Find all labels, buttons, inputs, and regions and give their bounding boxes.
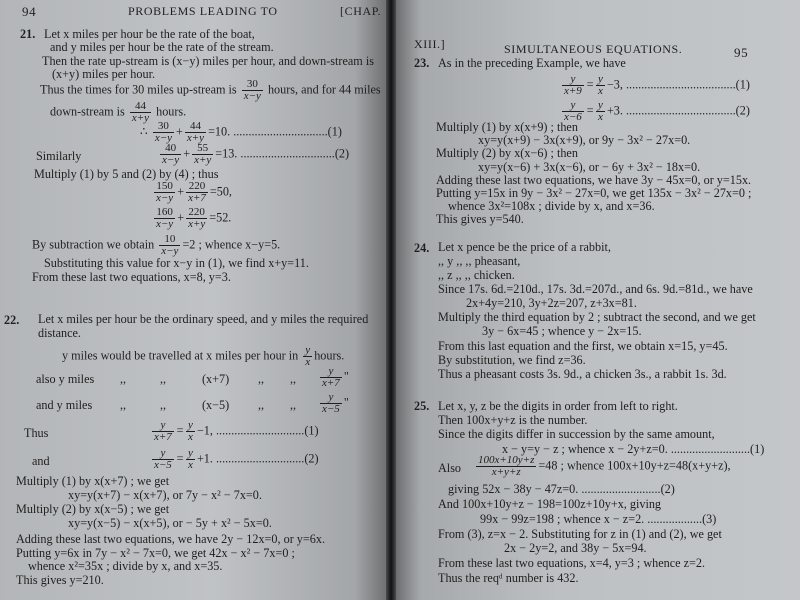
fraction (476, 455, 536, 478)
text: hours, and for 44 miles (267, 82, 381, 97)
text-line: distance. (38, 326, 81, 340)
text-line: ,, z ,, ,, chicken. (438, 268, 515, 282)
fraction (562, 74, 584, 97)
text: −1, .............................(1) (196, 423, 319, 438)
numerator: 100x+10y+z (478, 454, 535, 466)
numerator: 44 (130, 101, 151, 113)
fraction (596, 100, 605, 123)
text-line: Multiply (1) by x(x+9) ; then (436, 120, 578, 134)
text-line: also y miles (36, 372, 95, 386)
text-line: x − y=y − z ; whence x − 2y+z=0. ..........................(1) (502, 442, 765, 456)
equation-2: $\frac{40}{x-y}$ + $\frac{55}{x+y}$ =13. ...............................(2) (162, 142, 350, 166)
fraction (154, 207, 175, 230)
fraction (596, 74, 605, 97)
running-head: PROBLEMS LEADING TO (128, 4, 278, 18)
text-line: (x−5) (202, 398, 230, 412)
fraction (153, 121, 174, 144)
numerator: 10 (159, 234, 180, 246)
text-line: 3y − 6x=45 ; whence y − 2x=15. (482, 324, 642, 338)
text-line: (x+y) miles per hour. (52, 67, 155, 81)
problem-number: 22. (4, 313, 20, 327)
numerator: y (152, 420, 174, 432)
fraction (186, 181, 208, 204)
denominator: x−y (161, 245, 179, 257)
ditto-mark: ,, (290, 372, 297, 386)
denominator: x−6 (564, 111, 582, 123)
text-line: whence x²=35x ; divide by x, and x=35. (28, 559, 223, 573)
text-line: xy=y(x+9) − 3x(x+9), or 9y − 3x² − 27x=0. (478, 133, 691, 147)
ditto-mark: " (343, 369, 349, 384)
therefore-symbol: ∴ (140, 124, 148, 139)
denominator: x (598, 85, 603, 97)
numerator: 40 (160, 143, 181, 155)
text: −3, ....................................(1) (606, 77, 750, 92)
equation-1: ∴ $\frac{30}{x-y}$ + $\frac{44}{x+y}$ =10. ...............................(1) (140, 120, 342, 144)
text-line: And 100x+10y+z − 198=100z+10y+x, giving (438, 497, 662, 511)
denominator: x (305, 356, 311, 368)
ditto-mark: ,, (290, 398, 297, 412)
text-line: 2x+4y=210, 3y+2z=207, z+3x=81. (466, 296, 637, 310)
text-line: Adding these last two equations, we have 2y − 12x=0, or y=6x. (16, 532, 326, 546)
text-line: From these last two equations, x=8, y=3. (32, 270, 231, 284)
text: +1. .............................(2) (196, 451, 319, 466)
text-line: 2x − 2y=2, and 38y − 5x=94. (504, 541, 647, 555)
fraction (152, 448, 174, 471)
numerator: y (188, 419, 193, 431)
text-line: This gives y=210. (16, 573, 104, 587)
text-line: Let x miles per hour be the ordinary speed, and y miles the required (38, 312, 369, 326)
book-gutter (386, 0, 396, 600)
numerator: y (305, 344, 311, 356)
ditto-mark: ,, (258, 372, 265, 386)
fraction (320, 392, 342, 415)
fraction-line (318, 392, 349, 415)
fraction (186, 207, 207, 230)
text-line: Then 100x+y+z is the number. (438, 413, 588, 427)
text-line: Then the rate up-stream is (x−y) miles per hour, and down-stream is (42, 54, 374, 68)
problem-number: 24. (414, 241, 430, 255)
text: =2 ; whence x−y=5. (182, 237, 281, 252)
equation-1: $\frac{y}{x+7}$ = $\frac{y}{x}$ −1, .............................(1) (154, 419, 319, 443)
numerator: 150 (154, 181, 175, 193)
problem-number: 23. (414, 56, 430, 70)
denominator: x+y (131, 112, 150, 124)
equation-1: $\frac{y}{x+9}$ = $\frac{y}{x}$ −3, ....................................(1) (564, 73, 750, 97)
equation-2: $\frac{y}{x-5}$ = $\frac{y}{x}$ +1. .............................(2) (154, 447, 319, 471)
text-line: ,, y ,, ,, pheasant, (438, 254, 521, 268)
fraction (152, 420, 174, 443)
numerator: y (320, 392, 342, 404)
left-page (0, 0, 386, 600)
denominator: x+9 (564, 85, 582, 97)
denominator: x+7 (322, 377, 340, 389)
text-line (62, 345, 344, 368)
text-line (40, 79, 381, 102)
numerator: 160 (154, 207, 175, 219)
denominator: x−5 (322, 403, 340, 415)
text-line: By substitution, we find z=36. (438, 353, 586, 367)
fraction (154, 181, 175, 204)
equation-2: $\frac{y}{x-6}$ = $\frac{y}{x}$ +3. ....................................(2) (564, 99, 750, 123)
denominator: x+y (188, 218, 206, 230)
problem-number: 21. (20, 27, 36, 41)
chapter-tag: XIII.] (414, 37, 446, 51)
numerator: 220 (186, 207, 207, 219)
ditto-mark: ,, (160, 398, 167, 412)
text-line: Multiply (1) by 5 and (2) by (4) ; thus (34, 167, 219, 181)
text: =48 ; whence 100x+10y+z=48(x+y+z), (538, 458, 731, 473)
text: =13. ...............................(2) (215, 146, 350, 161)
ditto-mark: ,, (120, 398, 127, 412)
text-line: From (3), z=x − 2. Substituting for z in (1) and (2), we get (438, 527, 722, 541)
text-line: Since the digits differ in succession by the same amount, (438, 427, 715, 441)
denominator: x+y (194, 154, 212, 166)
denominator: x−y (243, 90, 261, 102)
numerator: 55 (192, 143, 213, 155)
text-line: and y miles (36, 398, 93, 412)
denominator: x (188, 459, 193, 471)
running-head: SIMULTANEOUS EQUATIONS. (504, 42, 683, 56)
page-number: 94 (22, 4, 37, 19)
equation-3: $\frac{150}{x-y}$ + $\frac{220}{x+7}$ =50, (156, 180, 232, 204)
text-line: Let x miles per hour be the rate of the boat, (44, 27, 255, 41)
text-line: xy=y(x+7) − x(x+7), or 7y − x² − 7x=0. (68, 488, 262, 502)
fraction (242, 79, 263, 102)
text-line: Multiply (2) by x(x−5) ; we get (16, 502, 170, 516)
denominator: x (598, 111, 603, 123)
text-line: and (32, 454, 50, 468)
numerator: y (320, 366, 342, 378)
right-page (396, 0, 800, 600)
numerator: 30 (242, 79, 263, 91)
denominator: x+7 (188, 192, 206, 204)
denominator: x−y (156, 192, 174, 204)
page-number: 95 (734, 45, 749, 60)
fraction (160, 143, 181, 166)
text: y miles would be travelled at x miles per hour in (62, 348, 299, 363)
text-line: Thus (24, 426, 49, 440)
text-line: From these last two equations, x=4, y=3 ; whence z=2. (438, 556, 706, 570)
text: down-stream is (50, 104, 125, 119)
chapter-tag: [CHAP. (340, 4, 382, 18)
denominator: x (188, 431, 193, 443)
text-line: Thus a pheasant costs 3s. 9d., a chicken 3s., a rabbit 1s. 3d. (438, 367, 727, 381)
fraction-line (318, 366, 349, 389)
denominator: x−y (154, 132, 172, 144)
text-line: Putting y=6x in 7y − x² − 7x=0, we get 42x − x² − 7x=0 ; (16, 546, 295, 560)
numerator: 30 (153, 121, 174, 133)
fraction (320, 366, 342, 389)
text-line (32, 234, 280, 257)
text-line: Also (438, 461, 462, 475)
text-line: (x+7) (202, 372, 230, 386)
text: =50, (209, 184, 232, 199)
text-line: Multiply the third equation by 2 ; subtract the second, and we get (438, 310, 756, 324)
equation-4: $\frac{160}{x-y}$ + $\frac{220}{x+y}$ =52. (156, 206, 232, 230)
fraction (185, 121, 206, 144)
ditto-mark: ,, (160, 372, 167, 386)
denominator: x−y (156, 218, 174, 230)
text: Thus the times for 30 miles up-stream is (40, 82, 237, 97)
text-line: Putting y=15x in 9y − 3x² − 27x=0, we get 135x − 3x² − 27x=0 ; (436, 186, 752, 200)
text-line: Since 17s. 6d.=210d., 17s. 3d.=207d., and 6s. 9d.=81d., we have (438, 282, 753, 296)
numerator: y (562, 74, 584, 86)
text-line: Adding these last two equations, we have 3y − 45x=0, or y=15x. (436, 173, 752, 187)
text-line: xy=y(x−6) + 3x(x−6), or − 6y + 3x² − 18x=0. (478, 160, 701, 174)
numerator: y (152, 448, 174, 460)
ditto-mark: " (343, 395, 349, 410)
denominator: x+y+z (491, 466, 521, 478)
numerator: 44 (185, 121, 206, 133)
text-line: Thus the reqᵈ number is 432. (438, 571, 579, 585)
text: hours. (156, 104, 187, 119)
fraction (159, 234, 180, 257)
text-line: This gives y=540. (436, 212, 524, 226)
numerator: 220 (186, 181, 208, 193)
fraction (192, 143, 213, 166)
numerator: y (188, 447, 193, 459)
text-line: giving 52x − 38y − 47z=0. ..........................(2) (448, 482, 675, 496)
text-line: and y miles per hour be the rate of the stream. (50, 40, 274, 54)
text-line: Multiply (1) by x(x+7) ; we get (16, 474, 170, 488)
text-line: Multiply (2) by x(x−6) ; then (436, 146, 578, 160)
text-line: 99x − 99z=198 ; whence x − z=2. ..................(3) (480, 512, 717, 526)
text: By subtraction we obtain (32, 237, 155, 252)
numerator: y (562, 100, 584, 112)
text-line: xy=y(x−5) − x(x+5), or − 5y + x² − 5x=0. (68, 516, 272, 530)
denominator: x−5 (154, 459, 172, 471)
ditto-mark: ,, (120, 372, 127, 386)
fraction (186, 448, 195, 471)
text: hours. (314, 348, 345, 363)
text: =10. ...............................(1) (208, 124, 342, 139)
text-line: Similarly (36, 149, 82, 163)
text-line: From this last equation and the first, we obtain x=15, y=45. (438, 339, 728, 353)
ditto-mark: ,, (258, 398, 265, 412)
numerator: y (598, 99, 603, 111)
text: +3. ....................................(2) (606, 103, 750, 118)
numerator: y (598, 73, 603, 85)
text-line: Let x, y, z be the digits in order from left to right. (438, 399, 678, 413)
fraction (303, 345, 312, 368)
text-line: As in the preceding Example, we have (438, 56, 626, 70)
fraction (186, 420, 195, 443)
text-line: Let x pence be the price of a rabbit, (438, 240, 611, 254)
text: =52. (209, 210, 232, 225)
equation-line (474, 455, 731, 478)
text-line: whence 3x²=108x ; divide by x, and x=36. (448, 199, 655, 213)
denominator: x+7 (154, 431, 172, 443)
text-line: Substituting this value for x−y in (1), we find x+y=11. (44, 256, 309, 270)
problem-number: 25. (414, 399, 430, 413)
denominator: x+y (186, 132, 205, 144)
denominator: x−y (162, 154, 180, 166)
